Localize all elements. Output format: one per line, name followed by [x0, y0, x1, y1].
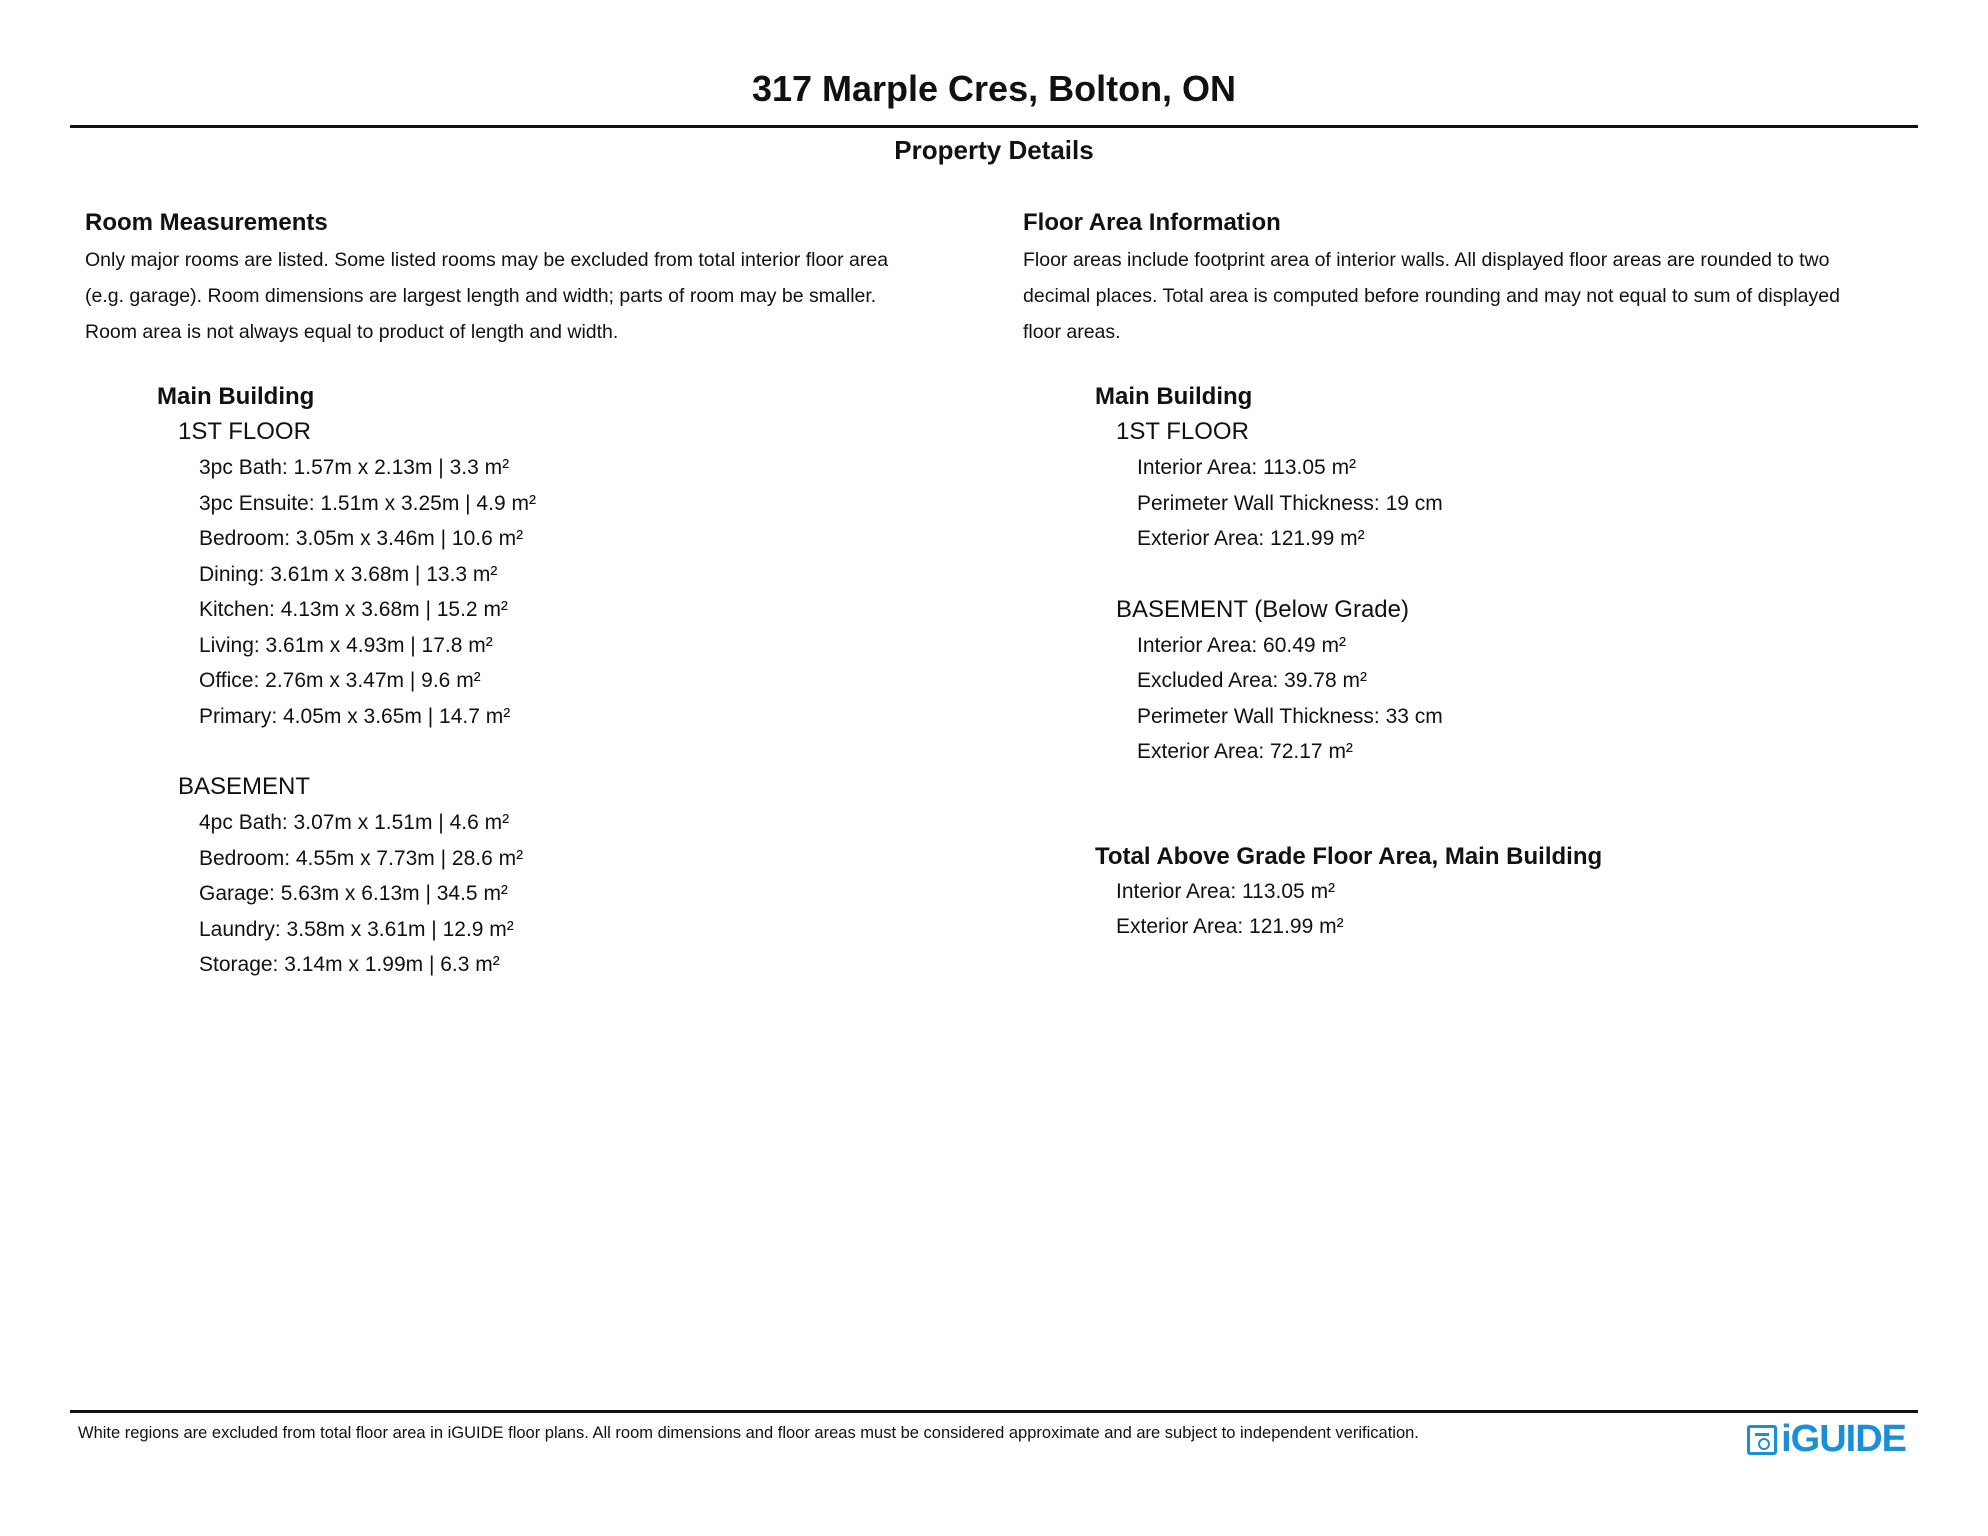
iguide-logo [1747, 1418, 1906, 1461]
floor-area-heading: Floor Area Information [1023, 209, 1281, 236]
room-line: Storage: 3.14m x 1.99m | 6.3 m² [199, 953, 500, 976]
building-name: Main Building [1095, 383, 1253, 410]
room-measurements-heading: Room Measurements [85, 209, 328, 236]
room-line: 4pc Bath: 3.07m x 1.51m | 4.6 m² [199, 811, 510, 834]
room-measurements-section [85, 206, 985, 983]
area-line: Exterior Area: 121.99 m² [1137, 527, 1365, 550]
floor-name: 1ST FLOOR [1116, 418, 1249, 445]
building-name: Main Building [157, 383, 315, 410]
footer-disclaimer: White regions are excluded from total floor area in iGUIDE floor plans. All room dimensions and floor areas must be considered approximate and are subject to independent verification. [78, 1424, 1419, 1442]
description-line: Floor areas include footprint area of interior walls. All displayed floor areas are rounded to two [1023, 249, 1830, 271]
page-title: 317 Marple Cres, Bolton, ON [751, 68, 1237, 109]
floor-name: BASEMENT [178, 773, 311, 800]
room-line: Office: 2.76m x 3.47m | 9.6 m² [199, 669, 481, 692]
area-line: Perimeter Wall Thickness: 33 cm [1137, 704, 1443, 728]
header-divider [70, 125, 1918, 128]
area-line: Interior Area: 113.05 m² [1137, 456, 1357, 479]
total-area-line: Interior Area: 113.05 m² [1116, 879, 1336, 903]
logo-text: iGUIDE [1781, 1418, 1906, 1460]
room-measurements-description [85, 242, 985, 350]
room-line: Kitchen: 4.13m x 3.68m | 15.2 m² [199, 598, 508, 621]
room-line: Bedroom: 3.05m x 3.46m | 10.6 m² [199, 527, 524, 550]
floor-name: BASEMENT (Below Grade) [1116, 595, 1409, 623]
room-line: 3pc Bath: 1.57m x 2.13m | 3.3 m² [199, 456, 510, 479]
description-line: floor areas. [1023, 321, 1121, 343]
area-line: Perimeter Wall Thickness: 19 cm [1137, 491, 1443, 515]
room-line: Living: 3.61m x 4.93m | 17.8 m² [199, 633, 493, 657]
footer-divider [70, 1410, 1918, 1413]
spacer [1023, 557, 1923, 592]
area-line: Excluded Area: 39.78 m² [1137, 669, 1367, 692]
room-line: Dining: 3.61m x 3.68m | 13.3 m² [199, 562, 498, 586]
page-subtitle: Property Details [894, 135, 1094, 165]
description-line: (e.g. garage). Room dimensions are largest length and width; parts of room may be smaller. [85, 285, 877, 307]
floor-area-description [1023, 242, 1923, 350]
area-line: Interior Area: 60.49 m² [1137, 633, 1346, 657]
spacer [85, 734, 985, 769]
total-area-line: Exterior Area: 121.99 m² [1116, 915, 1344, 938]
spacer [1023, 770, 1923, 840]
description-line: Room area is not always equal to product of length and width. [85, 321, 619, 343]
iguide-camera-icon [1747, 1425, 1777, 1455]
floor-area-section [1023, 206, 1923, 945]
description-line: decimal places. Total area is computed before rounding and may not equal to sum of displayed [1023, 285, 1840, 307]
room-line: Garage: 5.63m x 6.13m | 34.5 m² [199, 882, 508, 905]
room-line: Primary: 4.05m x 3.65m | 14.7 m² [199, 704, 511, 728]
area-line: Exterior Area: 72.17 m² [1137, 740, 1353, 763]
description-line: Only major rooms are listed. Some listed rooms may be excluded from total interior floor area [85, 249, 889, 271]
floor-name: 1ST FLOOR [178, 418, 311, 445]
total-area-heading: Total Above Grade Floor Area, Main Building [1095, 842, 1603, 870]
room-line: 3pc Ensuite: 1.51m x 3.25m | 4.9 m² [199, 491, 536, 515]
room-line: Bedroom: 4.55m x 7.73m | 28.6 m² [199, 846, 524, 870]
room-line: Laundry: 3.58m x 3.61m | 12.9 m² [199, 917, 514, 941]
